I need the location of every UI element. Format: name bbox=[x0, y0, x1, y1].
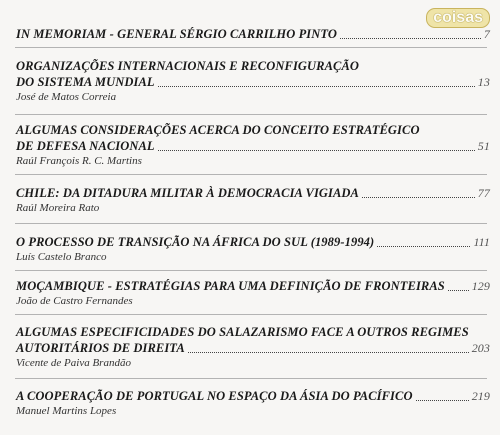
entry-title-line: AUTORITÁRIOS DE DIREITA bbox=[16, 341, 185, 355]
entry-author: Raúl Moreira Rato bbox=[16, 202, 100, 214]
entry-title bbox=[16, 122, 490, 154]
dot-leader bbox=[362, 197, 475, 198]
entry-page-number: 203 bbox=[471, 341, 490, 355]
entry-page-number: 51 bbox=[477, 139, 490, 153]
divider bbox=[15, 378, 487, 379]
divider bbox=[15, 314, 487, 315]
divider bbox=[15, 174, 487, 175]
entry-author: Manuel Martins Lopes bbox=[16, 405, 117, 417]
entry-title-line: ALGUMAS CONSIDERAÇÕES ACERCA DO CONCEITO ESTRATÉGICO bbox=[16, 123, 420, 137]
entry-page-number: 111 bbox=[473, 235, 490, 249]
toc-entry[interactable] bbox=[16, 122, 490, 168]
entry-author: Vicente de Paiva Brandão bbox=[16, 357, 131, 369]
dot-leader bbox=[448, 290, 469, 291]
entry-title bbox=[16, 58, 490, 90]
divider bbox=[15, 223, 487, 224]
entry-title bbox=[16, 278, 490, 294]
toc-entry[interactable] bbox=[16, 324, 490, 370]
entry-title-line: IN MEMORIAM - GENERAL SÉRGIO CARRILHO PINTO bbox=[16, 27, 338, 41]
entry-author: Raúl François R. C. Martins bbox=[16, 155, 142, 167]
entry-title-line: DE DEFESA NACIONAL bbox=[16, 139, 155, 153]
dot-leader bbox=[416, 400, 469, 401]
entry-title bbox=[16, 185, 490, 201]
toc-entry[interactable] bbox=[16, 278, 490, 308]
entry-title-line: A COOPERAÇÃO DE PORTUGAL NO ESPAÇO DA ÁSIA DO PACÍFICO bbox=[16, 389, 413, 403]
entry-author: Luís Castelo Branco bbox=[16, 251, 107, 263]
toc-entry[interactable] bbox=[16, 185, 490, 215]
entry-page-number: 129 bbox=[471, 279, 490, 293]
entry-title bbox=[16, 324, 490, 356]
entry-title-line: ORGANIZAÇÕES INTERNACIONAIS E RECONFIGURAÇÃO bbox=[16, 59, 360, 73]
toc-entry[interactable] bbox=[16, 26, 490, 42]
entry-page-number: 77 bbox=[477, 186, 490, 200]
entry-title bbox=[16, 388, 490, 404]
dot-leader bbox=[377, 246, 470, 247]
coisas-logo: coisas bbox=[426, 8, 490, 28]
entry-title-line: ALGUMAS ESPECIFICIDADES DO SALAZARISMO FACE A OUTROS REGIMES bbox=[16, 325, 469, 339]
entry-title-line: MOÇAMBIQUE - ESTRATÉGIAS PARA UMA DEFINIÇÃO DE FRONTEIRAS bbox=[16, 279, 445, 293]
entry-page-number: 7 bbox=[483, 27, 490, 41]
toc-entry[interactable] bbox=[16, 58, 490, 104]
divider bbox=[15, 47, 487, 48]
entry-title bbox=[16, 234, 490, 250]
entry-author: João de Castro Fernandes bbox=[16, 295, 133, 307]
dot-leader bbox=[188, 352, 469, 353]
entry-page-number: 219 bbox=[471, 389, 490, 403]
toc-entry[interactable] bbox=[16, 388, 490, 418]
entry-page-number: 13 bbox=[477, 75, 490, 89]
entry-title-line: O PROCESSO DE TRANSIÇÃO NA ÁFRICA DO SUL (1989-1994) bbox=[16, 235, 375, 249]
entry-title-line: CHILE: DA DITADURA MILITAR À DEMOCRACIA VIGIADA bbox=[16, 186, 359, 200]
divider bbox=[15, 114, 487, 115]
divider bbox=[15, 270, 487, 271]
entry-author: José de Matos Correia bbox=[16, 91, 117, 103]
dot-leader bbox=[158, 86, 475, 87]
entry-title bbox=[16, 26, 490, 42]
entry-title-line: DO SISTEMA MUNDIAL bbox=[16, 75, 155, 89]
dot-leader bbox=[340, 38, 481, 39]
toc-entry[interactable] bbox=[16, 234, 490, 264]
dot-leader bbox=[158, 150, 475, 151]
